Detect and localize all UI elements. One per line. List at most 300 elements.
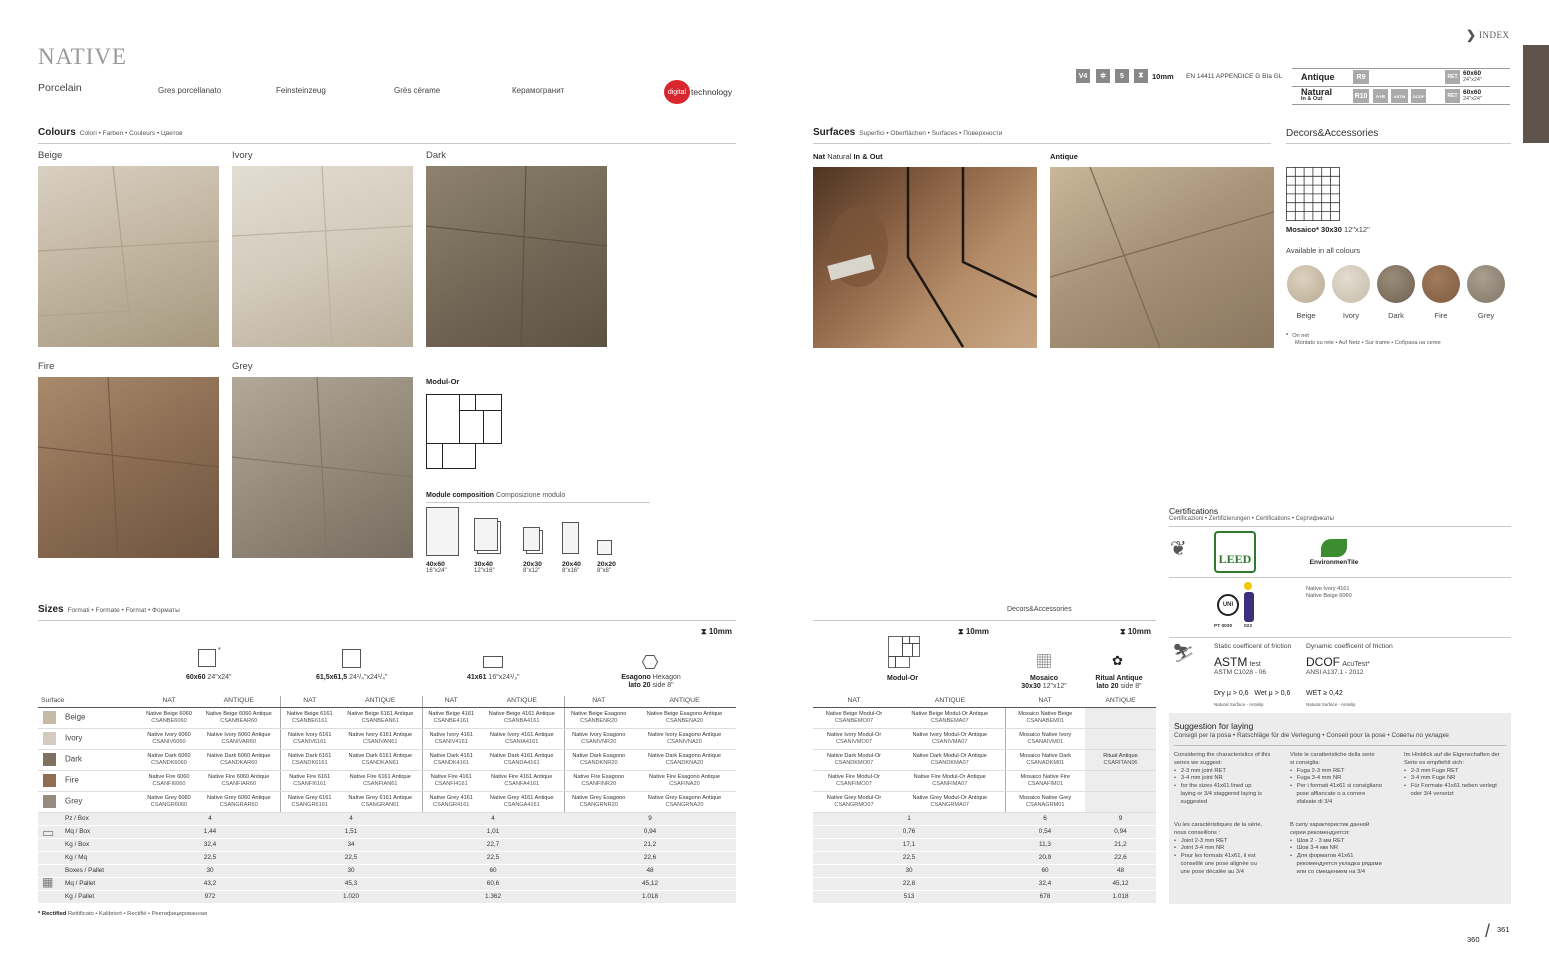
product-cell: Native Grey 6161 CSANGR6161 xyxy=(280,791,339,812)
acc-thickness-1: ⧗ 10mm xyxy=(958,627,989,636)
product-cell: Native Dark 6060 CSANDK6060 xyxy=(140,749,198,770)
spec-norm: EN 14411 APPENDICE G BIa GL xyxy=(1186,73,1283,80)
laying-line: • 2-3 mm joint RET xyxy=(1174,767,1226,774)
sizes-table xyxy=(38,696,736,904)
thickness-icon: ⧗ xyxy=(1134,69,1148,83)
mosaico-grid-icon xyxy=(1286,167,1340,221)
astm-badge: ASTM xyxy=(1391,89,1408,103)
stat-value: 48 xyxy=(564,864,736,877)
laying-line: • Fuga 3-4 mm NR xyxy=(1290,775,1342,782)
thickness-icon: ⧗ xyxy=(701,627,707,636)
spec-size-2: 60x60 24"x24" xyxy=(1463,89,1482,102)
product-cell: Native Fire 6161 CSANFI6161 xyxy=(280,770,339,791)
astm-norm: ASTM C1028 - 06 xyxy=(1214,669,1267,676)
sizes-thickness: ⧗ 10mm xyxy=(701,627,732,636)
stat-value: 11,3 xyxy=(1005,838,1085,851)
product-cell: Native Fire 6161 Antique CSANFIAN61 xyxy=(339,770,422,791)
size-icon-60x60 xyxy=(198,649,216,667)
modul-or-small-icon xyxy=(888,636,920,668)
stat-value: 22,5 xyxy=(280,851,422,864)
ritual-icon: ✿ xyxy=(1112,653,1123,668)
laying-text-de xyxy=(1404,752,1511,799)
swatch-label-grey: Grey xyxy=(1477,311,1495,320)
side-tab xyxy=(1523,45,1549,143)
stats-row xyxy=(38,877,736,890)
product-cell xyxy=(1085,707,1156,728)
acc-col-ritual: Ritual Antique lato 20 side 8" xyxy=(1095,675,1143,691)
stat-label: Mq / Box xyxy=(38,825,140,838)
stat-value: 9 xyxy=(564,812,736,825)
product-cell: Native Beige 4161 CSANBE4161 xyxy=(422,707,480,728)
laying-line: • for the sizes 41x61 lined up xyxy=(1174,783,1252,790)
colour-label-beige: Beige xyxy=(38,150,63,161)
stat-label: Mq / Pallet xyxy=(38,877,140,890)
tile-photo-grey xyxy=(232,377,413,558)
stats-row xyxy=(813,877,1156,890)
product-cell: Native Ivory 6060 CSANIV6060 xyxy=(140,728,198,749)
wet-value: WET ≥ 0,42 xyxy=(1306,690,1343,697)
laying-line: • Fuga 2-3 mm RET xyxy=(1290,767,1345,774)
laying-line: si consiglia: xyxy=(1290,759,1320,766)
surface-antique-label: Antique xyxy=(1050,152,1078,161)
astm-test: ASTM test xyxy=(1214,655,1261,669)
surface-photo-antique xyxy=(1050,167,1274,348)
spec-natural: Natural In & Out xyxy=(1301,87,1333,102)
stat-value: 30 xyxy=(140,864,280,877)
product-cell xyxy=(1085,770,1156,791)
product-cell: Native Dark 6161 Antique CSANDKAN61 xyxy=(339,749,422,770)
index-arrow-icon: ❯ xyxy=(1466,28,1477,42)
table-row xyxy=(813,728,1156,749)
stat-value: 22,7 xyxy=(422,838,564,851)
stat-value: 17,1 xyxy=(813,838,1005,851)
leed-logo: LEED xyxy=(1214,531,1256,573)
th-surface: Surface xyxy=(38,696,140,707)
sizes-heading: Sizes Formati • Formate • Format • Форматы xyxy=(38,604,180,615)
available-colours-text: Available in all colours xyxy=(1286,246,1361,255)
table-row xyxy=(813,770,1156,791)
stat-value: 1.018 xyxy=(1085,890,1156,903)
size-label-hexagon: Esagono Hexagon lato 20 side 8" xyxy=(621,674,681,690)
acc-thickness-2: ⧗ 10mm xyxy=(1120,627,1151,636)
laying-line: • Шов 3-4 мм NR xyxy=(1290,845,1339,852)
th-antique: ANTIQUE xyxy=(198,696,280,707)
stats-row xyxy=(38,825,736,838)
stat-value: 1.018 xyxy=(564,890,736,903)
th-nat: NAT xyxy=(564,696,633,707)
swatch-circle-grey xyxy=(1467,265,1505,303)
product-cell: Native Fire Modul-Or Antique CSANFIMA07 xyxy=(895,770,1005,791)
table-row xyxy=(38,791,736,812)
module-piece-20x40 xyxy=(562,522,579,554)
stat-value: 1,01 xyxy=(422,825,564,838)
product-cell: Native Beige Esagono CSANBENR20 xyxy=(564,707,633,728)
acc-col-modul: Modul-Or xyxy=(887,675,919,682)
stats-row xyxy=(813,864,1156,877)
laying-line: • Per i formati 41x61 si consigliano xyxy=(1290,783,1382,790)
stat-value: 1.020 xyxy=(280,890,422,903)
product-cell: Native Beige 6161 Antique CSANBEAN61 xyxy=(339,707,422,728)
th-antique: ANTIQUE xyxy=(480,696,564,707)
stat-value: 22,5 xyxy=(140,851,280,864)
laying-line: • Шов 2 - 3 мм RET xyxy=(1290,837,1345,844)
stat-value: 21,2 xyxy=(1085,838,1156,851)
stat-value: 4 xyxy=(280,812,422,825)
lang-de: Feinsteinzeug xyxy=(276,86,326,95)
stats-row xyxy=(813,812,1156,825)
index-link[interactable] xyxy=(1466,28,1510,42)
stats-row xyxy=(813,825,1156,838)
size-icon-615 xyxy=(342,649,361,668)
digital-technology-logo xyxy=(664,80,732,104)
product-cell: Native Dark 4161 Antique CSANDA4161 xyxy=(480,749,564,770)
lang-fr: Grès cérame xyxy=(394,86,441,95)
stat-value: 32,4 xyxy=(1005,877,1085,890)
swatch-circle-dark xyxy=(1377,265,1415,303)
stat-value: 45,12 xyxy=(1085,877,1156,890)
laying-line: laying or 3/4 staggered laying is xyxy=(1174,791,1262,798)
product-cell: Native Ivory 6161 CSANIV6161 xyxy=(280,728,339,749)
stat-value: 0,94 xyxy=(564,825,736,838)
stat-value: 34 xyxy=(280,838,422,851)
product-cell: Native Grey Modul-Or CSANGRMO07 xyxy=(813,791,895,812)
tile-photo-ivory xyxy=(232,166,413,347)
th-nat: NAT xyxy=(140,696,198,707)
laying-line: sfalsate di 3/4 xyxy=(1290,798,1333,805)
product-cell: Native Dark Esagono CSANDKNR20 xyxy=(564,749,633,770)
r9-badge: R9 xyxy=(1353,70,1369,84)
stat-value: 1 xyxy=(813,812,1005,825)
acc-col-mosaico: Mosaico 30x30 12"x12" xyxy=(1021,675,1067,691)
stats-row xyxy=(813,838,1156,851)
module-size-3: 20x30 8"x12" xyxy=(523,561,542,575)
box-icon: ▭ xyxy=(42,825,55,840)
laying-line: • Joint 2-3 mm RET xyxy=(1174,837,1228,844)
mosaico-small-icon xyxy=(1037,654,1051,668)
rectified-footnote: * Rectified Rettificato • Kalibriert • Rectifié • Ректифицированная xyxy=(38,911,208,917)
table-row xyxy=(38,749,736,770)
th-antique: ANTIQUE xyxy=(633,696,736,707)
stat-value: 45,3 xyxy=(280,877,422,890)
laying-text-ru xyxy=(1290,822,1395,877)
stat-value: 20,9 xyxy=(1005,851,1085,864)
laying-text-fr xyxy=(1174,822,1279,877)
dcof-badge: DCOF xyxy=(1411,89,1426,103)
laying-line: Serie es empfiehlt sich: xyxy=(1404,759,1464,766)
page-number-right: 361 xyxy=(1497,925,1510,934)
colour-swatch xyxy=(43,795,56,808)
product-cell: Mosaico Native Fire CSANAFIM01 xyxy=(1005,770,1085,791)
product-cell: Native Dark 6060 Antique CSANDKAR60 xyxy=(198,749,280,770)
colour-swatch xyxy=(43,732,56,745)
stat-value: 0,94 xyxy=(1085,825,1156,838)
mosaico-label: Mosaico* 30x30 12"x12" xyxy=(1286,225,1370,234)
product-cell: Native Grey Esagono CSANGRNR20 xyxy=(564,791,633,812)
product-cell: Native Beige Esagono Antique CSANBENA20 xyxy=(633,707,736,728)
product-cell: Native Grey Modul-Or Antique CSANGRMA07 xyxy=(895,791,1005,812)
product-cell: Native Fire Esagono Antique CSAFINA20 xyxy=(633,770,736,791)
stat-value: 6 xyxy=(1005,812,1085,825)
laying-line: series we suggest: xyxy=(1174,759,1223,766)
leaf-icon: ❦ xyxy=(1170,538,1187,560)
stat-value: 22,8 xyxy=(813,877,1005,890)
stat-label: Kg / Pallet xyxy=(38,890,140,903)
product-cell: Mosaico Native Dark CSANADKM01 xyxy=(1005,749,1085,770)
v4-icon: V4 xyxy=(1076,69,1090,83)
product-cell: Native Grey 4161 CSANGR4161 xyxy=(422,791,480,812)
lang-ru: Керамогранит xyxy=(512,86,565,95)
row-colour-name: Beige xyxy=(38,707,140,728)
stat-value: 972 xyxy=(140,890,280,903)
lang-it: Gres porcellanato xyxy=(158,86,222,95)
product-cell: Native Grey Esagono Antique CSANGRNA20 xyxy=(633,791,736,812)
product-cell: Native Dark Modul-Or CSANDKMO07 xyxy=(813,749,895,770)
modul-or-diagram xyxy=(426,394,502,470)
product-cell: Native Fire Esagono CSANFINR20 xyxy=(564,770,633,791)
size-label-615: 61,5x61,5 24¹/₄"x24¹/₄" xyxy=(316,674,388,681)
stats-row xyxy=(38,851,736,864)
colour-swatch xyxy=(43,774,56,787)
stat-value: 22,6 xyxy=(1085,851,1156,864)
spec-size-1: 60x60 24"x24" xyxy=(1463,70,1482,83)
product-cell: Native Ivory 6060 Antique CSANIVAR60 xyxy=(198,728,280,749)
product-cell: Native Ivory 4161 Antique CSANIA4161 xyxy=(480,728,564,749)
product-cell: Native Beige 6060 Antique CSANBEAR60 xyxy=(198,707,280,728)
module-piece-40x60 xyxy=(426,507,459,556)
spec-thickness: 10mm xyxy=(1152,72,1174,81)
product-cell: Ritual Antique CSARITAN06 xyxy=(1085,749,1156,770)
ns-note-2: Natural Surface - Antislip xyxy=(1306,702,1356,707)
module-piece-30x40 xyxy=(474,518,498,551)
thickness-icon: ⧗ xyxy=(1120,627,1126,636)
product-cell: Native Beige Modul-Or Antique CSANBEMA07 xyxy=(895,707,1005,728)
tile-photo-fire xyxy=(38,377,219,558)
laying-line: conseillé une pose alignée ou xyxy=(1174,861,1257,868)
page-number-slash: / xyxy=(1485,921,1491,941)
laying-line: une pose décalée au 3/4 xyxy=(1174,868,1244,875)
rect-icon-2: RET xyxy=(1445,89,1460,103)
product-cell: Native Grey 6060 CSANGR6060 xyxy=(140,791,198,812)
stat-value: 21,2 xyxy=(564,838,736,851)
index-label: INDEX xyxy=(1479,30,1510,40)
product-cell: Mosaico Native Grey CSANAGRM01 xyxy=(1005,791,1085,812)
product-cell: Native Ivory Modul-Or Antique CSANIVMA07 xyxy=(895,728,1005,749)
surface-photo-natural xyxy=(813,167,1037,348)
stat-value: 45,12 xyxy=(564,877,736,890)
stat-value: 60,6 xyxy=(422,877,564,890)
table-row xyxy=(813,791,1156,812)
colour-label-fire: Fire xyxy=(38,361,55,372)
static-friction-label: Static coefficent of friction xyxy=(1214,643,1292,650)
modul-or-heading: Modul-Or xyxy=(426,377,460,386)
laying-line: • Pour les formats 41x61, il est xyxy=(1174,853,1256,860)
stats-row xyxy=(38,812,736,825)
tile-photo-dark xyxy=(426,166,607,347)
product-cell: Native Fire 4161 CSANFI4161 xyxy=(422,770,480,791)
laying-line: oder 3/4 versetzt xyxy=(1404,791,1454,798)
product-cell: Native Ivory Esagono CSANIVNR20 xyxy=(564,728,633,749)
stat-value: 4 xyxy=(140,812,280,825)
colours-heading: Colours Colori • Farben • Couleurs • Цветов xyxy=(38,127,183,138)
laying-line: серии рекомендуется: xyxy=(1290,829,1350,836)
stats-row xyxy=(813,890,1156,903)
thickness-icon: ⧗ xyxy=(958,627,964,636)
page-title: NATIVE xyxy=(38,44,128,69)
stats-row xyxy=(38,890,736,903)
colour-label-ivory: Ivory xyxy=(232,150,253,161)
swatch-label-beige: Beige xyxy=(1296,311,1316,320)
colour-label-dark: Dark xyxy=(426,150,447,161)
environmentile-logo: EnvironmenTile xyxy=(1306,539,1362,566)
stat-value: 60 xyxy=(422,864,564,877)
accessories-heading: Decors&Accessories xyxy=(1007,606,1072,613)
page-number-left: 360 xyxy=(1467,935,1480,944)
swatch-circle-fire xyxy=(1422,265,1460,303)
rect-icon-1: RET xyxy=(1445,70,1460,84)
table-row xyxy=(813,749,1156,770)
row-colour-name: Grey xyxy=(38,791,140,812)
on-net-note: * On net Montato su rete • Auf Netz • Sur trame • Собрана на сетке xyxy=(1286,333,1441,347)
product-cell: Native Ivory 4161 CSANIV4161 xyxy=(422,728,480,749)
laying-line: pose affiancate o a correre xyxy=(1290,791,1366,798)
product-cell: Native Ivory Modul-Or CSANIVMO07 xyxy=(813,728,895,749)
stat-value: 60 xyxy=(1005,864,1085,877)
product-cell: Mosaico Native Ivory CSANAIVM01 xyxy=(1005,728,1085,749)
r10-badge: R10 xyxy=(1353,89,1369,103)
row-colour-name: Ivory xyxy=(38,728,140,749)
colour-swatch xyxy=(43,753,56,766)
stat-value: 0,76 xyxy=(813,825,1005,838)
colour-label-grey: Grey xyxy=(232,361,253,372)
th-nat: NAT xyxy=(1005,696,1085,707)
laying-line: nous conseillons : xyxy=(1174,829,1221,836)
size-icon-41x61 xyxy=(483,656,503,668)
product-cell: Native Dark 6161 CSANDK6161 xyxy=(280,749,339,770)
module-piece-20x20 xyxy=(597,540,612,555)
product-cell: Native Grey 6161 Antique CSANGRAN61 xyxy=(339,791,422,812)
laying-line: В силу характеристик данной xyxy=(1290,822,1370,828)
product-cell: Native Fire 4161 Antique CSANFA4161 xyxy=(480,770,564,791)
module-size-2: 30x40 12"x16" xyxy=(474,561,495,575)
stat-value: 1,51 xyxy=(280,825,422,838)
stat-value: 0,54 xyxy=(1005,825,1085,838)
product-cell: Native Ivory Esagono Antique CSANIVNA20 xyxy=(633,728,736,749)
dry-value: Dry μ > 0,6 Wet μ > 0,6 xyxy=(1214,690,1291,697)
module-size-1: 40x60 16"x24" xyxy=(426,561,447,575)
laying-line: suggested xyxy=(1174,798,1208,805)
stats-row xyxy=(38,838,736,851)
stat-value: 22,6 xyxy=(564,851,736,864)
product-cell: Native Beige 6060 CSANBE6060 xyxy=(140,707,198,728)
stat-value: 48 xyxy=(1085,864,1156,877)
product-cell: Native Dark Esagono Antique CSANDKNA20 xyxy=(633,749,736,770)
th-nat: NAT xyxy=(422,696,480,707)
uni-logo: UNI PT 0030 023 xyxy=(1214,582,1266,632)
colour-swatch xyxy=(43,711,56,724)
laying-text-it xyxy=(1290,752,1395,807)
hexagon-icon xyxy=(642,655,658,669)
laying-heading: Suggestion for laying Consigli per la posa • Ratschläge für die Verlegung • Conseil pour la pose • Советы по укладке xyxy=(1174,721,1449,740)
stat-value: 30 xyxy=(813,864,1005,877)
laying-line: рекомендуется укладка рядами xyxy=(1290,861,1382,868)
digital-badge: digital xyxy=(664,80,690,104)
stat-value: 1.362 xyxy=(422,890,564,903)
surfaces-heading: Surfaces Superfici • Oberflächen • Surfaces • Поверхности xyxy=(813,127,1003,138)
laying-line: Considering the characteristics of this xyxy=(1174,752,1271,758)
stat-value: 43,2 xyxy=(140,877,280,890)
dcof-norm: ANSI A137.1 - 2012 xyxy=(1306,669,1364,676)
th-antique: ANTIQUE xyxy=(1085,696,1156,707)
stat-value: 30 xyxy=(280,864,422,877)
laying-line: • 3-4 mm Fuge NR xyxy=(1404,775,1456,782)
page-subtitle: Porcelain xyxy=(38,82,82,94)
product-cell xyxy=(1085,728,1156,749)
stat-label: Boxes / Pallet xyxy=(38,864,140,877)
swatch-label-fire: Fire xyxy=(1434,311,1448,320)
surface-nat-label: Nat Natural In & Out xyxy=(813,152,883,161)
ab-badge: A+B xyxy=(1373,89,1388,103)
stat-value: 22,5 xyxy=(813,851,1005,864)
stat-label: Kg / Mq xyxy=(38,851,140,864)
table-row xyxy=(813,707,1156,728)
accessories-table xyxy=(813,696,1156,904)
spec-antique: Antique xyxy=(1301,72,1335,82)
laying-line: • Joint 3-4 mm NR xyxy=(1174,845,1225,852)
slip-icon: ⛷ xyxy=(1172,643,1195,663)
product-cell: Native Beige Modul-Or CSANBEMO07 xyxy=(813,707,895,728)
laying-line: или со смещением на 3/4 xyxy=(1290,868,1366,875)
decors-heading: Decors&Accessories xyxy=(1286,128,1379,139)
size-label-60x60: 60x60 24"x24" xyxy=(186,674,232,681)
dcof-test: DCOF AcuTest* xyxy=(1306,655,1370,669)
module-piece-20x30 xyxy=(523,527,540,551)
row-colour-name: Dark xyxy=(38,749,140,770)
stat-value: 4 xyxy=(422,812,564,825)
size-label-41x61: 41x61 16"x24¹/₃" xyxy=(467,674,520,681)
product-cell: Native Grey 4161 Antique CSANGA4161 xyxy=(480,791,564,812)
module-size-5: 20x20 8"x8" xyxy=(597,561,616,575)
product-cell: Native Dark 4161 CSANDK4161 xyxy=(422,749,480,770)
environmentile-note: Native Ivory 4161 Native Beige 6060 xyxy=(1306,586,1352,600)
th-antique: ANTIQUE xyxy=(895,696,1005,707)
laying-line: • Für Formate 41x61 neben verlegt xyxy=(1404,783,1497,790)
certifications-heading: Certifications Certificazioni • Zertifizierungen • Certifications • Сертификаты xyxy=(1169,506,1334,523)
swatch-circle-beige xyxy=(1287,265,1325,303)
stat-label: Kg / Box xyxy=(38,838,140,851)
tile-photo-beige xyxy=(38,166,219,347)
pallet-icon: ▦ xyxy=(42,875,54,889)
product-cell: Native Beige 6161 CSANBE6161 xyxy=(280,707,339,728)
swatch-label-ivory: Ivory xyxy=(1342,311,1360,320)
laying-line: • Для форматов 41x61 xyxy=(1290,853,1354,860)
laying-text-en xyxy=(1174,752,1279,807)
technology-label: technology xyxy=(691,87,733,97)
stat-value: 22,5 xyxy=(422,851,564,864)
table-row xyxy=(38,728,736,749)
table-row xyxy=(38,707,736,728)
stat-value: 9 xyxy=(1085,812,1156,825)
module-size-4: 20x40 8"x16" xyxy=(562,561,581,575)
class-5-icon: 5 xyxy=(1115,69,1129,83)
module-composition-heading: Module composition Composizione modulo xyxy=(426,492,566,499)
product-cell: Native Fire 6060 Antique CSANFIAR60 xyxy=(198,770,280,791)
swatch-label-dark: Dark xyxy=(1388,311,1404,320)
stat-value: 1,44 xyxy=(140,825,280,838)
th-nat: NAT xyxy=(280,696,339,707)
stat-value: 678 xyxy=(1005,890,1085,903)
dynamic-friction-label: Dynamic coefficent of friction xyxy=(1306,643,1393,650)
table-row xyxy=(38,770,736,791)
